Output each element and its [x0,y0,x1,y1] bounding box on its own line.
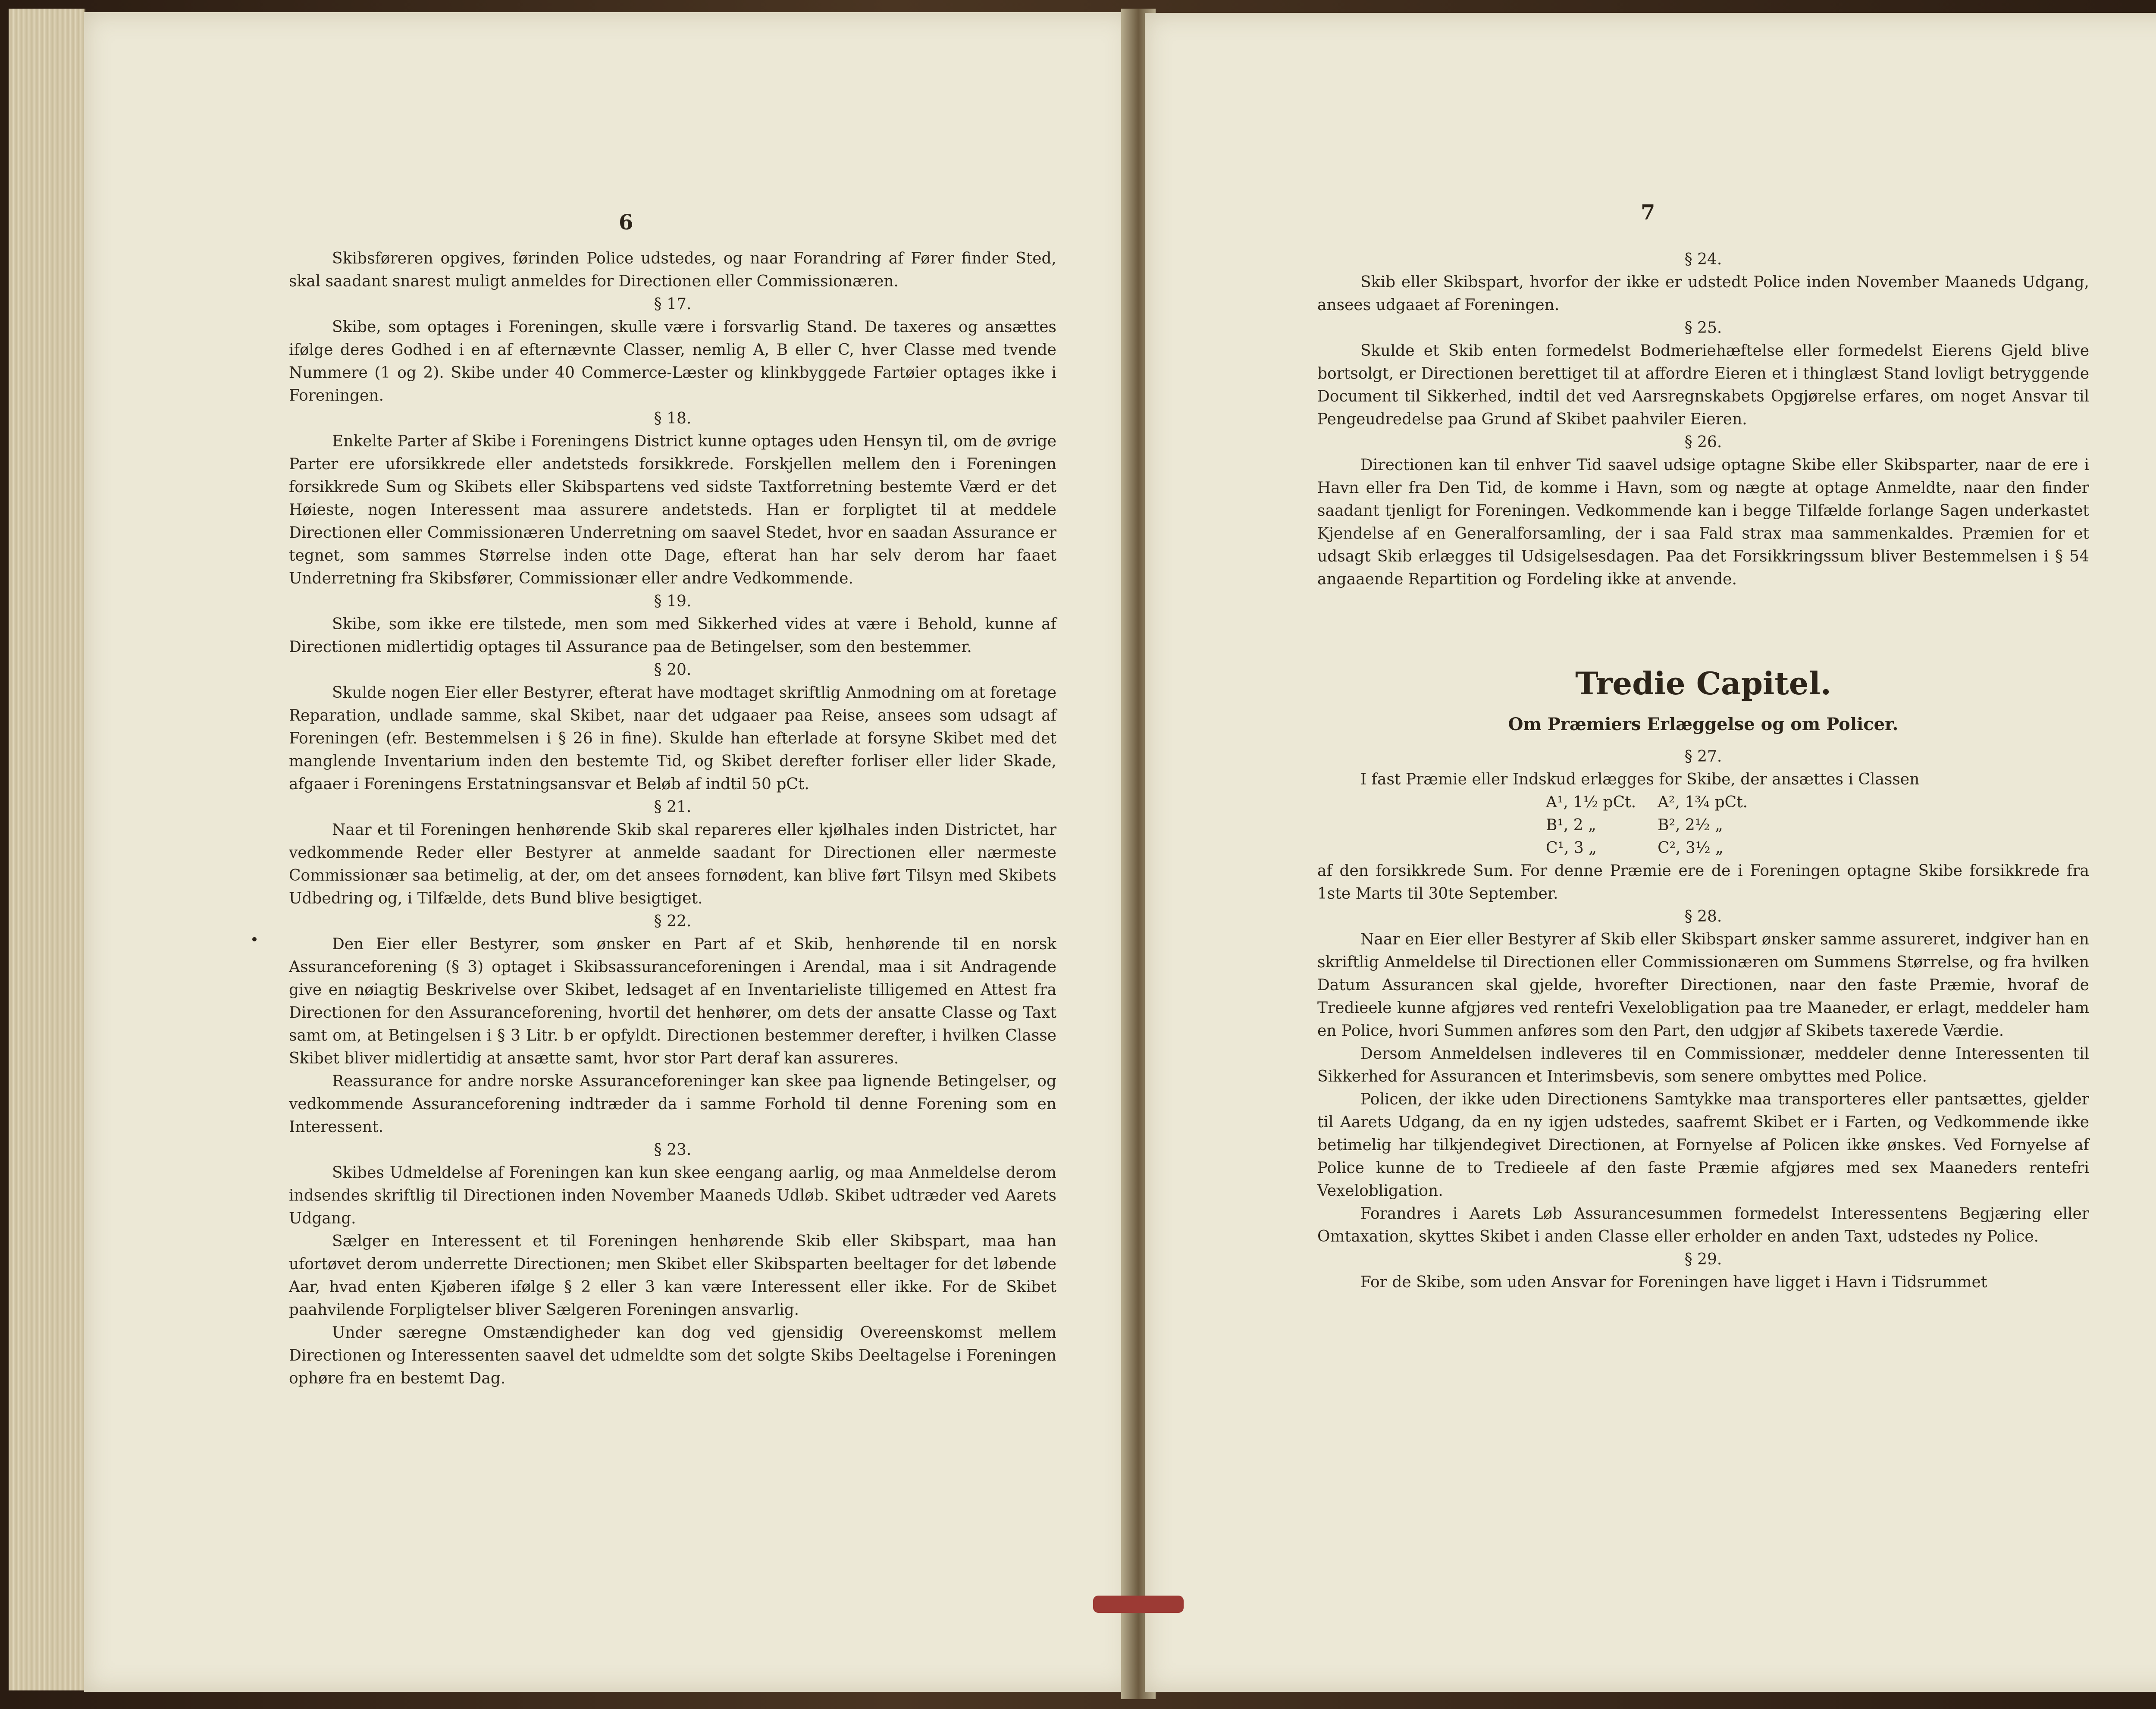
paragraph: Skulde et Skib enten formedelst Bodmeriehæftelse eller formedelst Eierens Gjeld blive bortsolgt, er Directionen berettiget til at affordre Eieren et i thinglæst Stand lovligt betryggende Document til Sikkerhed, indtil det ved Aarsregnskabets Opgjørelse erfares, om noget Ansvar til Pengeudredelse paa Grund af Skibet paahviler Eieren. [1317,342,2089,428]
paragraph: Sælger en Interessent et til Foreningen henhørende Skib eller Skibspart, maa han ufortøvet derom underrette Directionen; men Skibet eller Skibsparten beeltager for det løbende Aar, hvad enten Kjøberen ifølge § 2 eller 3 kan være Interessent eller ikke. For de Skibet paahvilende Forpligtelser bliver Sælgeren Foreningen ansvarlig. [289,1232,1056,1319]
premium-row [1546,814,1769,837]
section-heading: § 28. [1684,908,1722,925]
paragraph: Skibes Udmeldelse af Foreningen kan kun skee eengang aarlig, og maa Anmeldelse derom indsendes skriftlig til Directionen inden November Maaneds Udløb. Skibet udtræder ved Aarets Udgang. [289,1164,1056,1227]
section-heading: § 18. [654,410,692,427]
page-edges [9,9,85,1690]
paragraph: Directionen kan til enhver Tid saavel udsige optagne Skibe eller Skibsparter, naar de ere i Havn eller fra Den Tid, de komme i Havn, som og nægte at optage Anmeldte, naar den finder saadant tjenligt for Foreningen. Vedkommende kan i begge Tilfælde forlange Sagen underkastet Kjendelse af en Generalforsamling, der i saa Fald strax maa sammenkaldes. Præmien for et udsagt Skib erlægges til Udsigelsesdagen. Paa det Forsikkringssum bliver Bestemmelsen i § 54 angaaende Repartition og Fordeling ikke at anvende. [1317,456,2089,588]
section-heading: § 29. [1684,1251,1722,1268]
paragraph: af den forsikkrede Sum. For denne Præmie ere de i Foreningen optagne Skibe forsikkrede fra 1ste Marts til 30te September. [1317,862,2089,903]
left-page-text [289,247,1056,1390]
page-number-right: 7 [1641,201,1655,225]
premium-table [1546,791,1769,859]
section-heading: § 24. [1684,251,1722,268]
chapter-title: Tredie Capitel. [1575,665,1831,702]
paragraph: Under særegne Omstændigheder kan dog ved gjensidig Overeenskomst mellem Directionen og Interessenten saavel det udmeldte som det solgte Skibs Deeltagelse i Foreningen ophøre fra en bestemt Dag. [289,1324,1056,1387]
premium-cell: B², 2½ „ [1658,816,1723,834]
section-heading: § 22. [654,913,692,930]
section-heading: § 19. [654,593,692,610]
premium-cell: C¹, 3 „ [1546,839,1597,857]
chapter-subtitle: Om Præmiers Erlæggelse og om Policer. [1508,714,1899,734]
section-heading: § 21. [654,798,692,816]
paragraph: Den Eier eller Bestyrer, som ønsker en Part af et Skib, henhørende til en norsk Assuranceforening (§ 3) optaget i Skibsassuranceforeningen i Arendal, maa i sit Andragende give en nøiagtig Beskrivelse over Skibet, ledsaget af en Inventarieliste tilligemed en Attest fra Directionen for den Assuranceforening, hvortil det henhører, om dets der ansatte Classe og Taxt samt om, at Betingelsen i § 3 Litr. b er opfyldt. Directionen bestemmer derefter, i hvilken Classe Skibet bliver midlertidig at ansætte samt, hvor stor Part deraf kan assureres. [289,935,1056,1067]
section-heading: § 17. [654,295,692,313]
paragraph: Reassurance for andre norske Assuranceforeninger kan skee paa lignende Betingelser, og vedkommende Assuranceforening indtræder da i samme Forhold til denne Forening som en Interessent. [289,1072,1056,1136]
paragraph: For de Skibe, som uden Ansvar for Foreningen have ligget i Havn i Tidsrummet [1360,1273,1987,1291]
premium-cell: B¹, 2 „ [1546,816,1596,834]
section-heading: § 27. [1684,748,1722,765]
right-sections [1317,248,2089,591]
right-page [1145,13,2156,1692]
paragraph: Skibsføreren opgives, førinden Police udstedes, og naar Forandring af Fører finder Sted, skal saadant snarest muligt anmeldes for Directionen eller Commissionæren. [289,250,1056,290]
paragraph: Dersom Anmeldelsen indleveres til en Commissionær, meddeler denne Interessenten til Sikkerhed for Assurancen et Interimsbevis, som senere ombyttes med Police. [1317,1045,2089,1085]
premium-cell: A², 1¾ pCt. [1658,793,1748,811]
premium-cell: A¹, 1½ pCt. [1546,793,1636,811]
paragraph: Skibe, som optages i Foreningen, skulle være i forsvarlig Stand. De taxeres og ansættes ifølge deres Godhed i en af efternævnte Classer, nemlig A, B eller C, hver Classe med tvende Nummere (1 og 2). Skibe under 40 Commerce-Læster og klinkbyggede Fartøier optages ikke i Foreningen. [289,318,1056,405]
paragraph: Naar et til Foreningen henhørende Skib skal repareres eller kjølhales inden Districtet, har vedkommende Reder eller Bestyrer at anmelde saadant for Directionen eller nærmeste Commissionær saa betimelig, at der, om det ansees fornødent, kan blive ført Tilsyn med Skibets Udbedring og, i Tilfælde, dets Bund blive besigtiget. [289,821,1056,907]
right-page-text [1317,248,2089,1294]
premium-row [1546,837,1769,859]
paragraph: Policen, der ikke uden Directionens Samtykke maa transporteres eller pantsættes, gjelder til Aarets Udgang, da en ny igjen udstedes, saafremt Skibet er i Farten, og Vedkommende ikke betimelig har tilkjendegivet Directionen, at Fornyelse af Policen ikke ønskes. Ved Fornyelse af Police kunne de to Tredieele af den faste Præmie afgjøres med sex Maaneders rentefri Vexelobligation. [1317,1091,2089,1200]
paragraph: Skulde nogen Eier eller Bestyrer, efterat have modtaget skriftlig Anmodning om at foretage Reparation, undlade samme, skal Skibet, naar det udgaaer paa Reise, ansees som udsagt af Foreningen (efr. Bestemmelsen i § 26 in fine). Skulde han efterlade at forsyne Skibet med det manglende Inventarium inden den bestemte Tid, og Skibet derefter forliser eller lider Skade, afgaaer i Foreningens Erstatningsansvar et Beløb af indtil 50 pCt. [289,684,1056,793]
paragraph: I fast Præmie eller Indskud erlægges for Skibe, der ansættes i Classen [1360,771,1920,788]
paragraph: Skib eller Skibspart, hvorfor der ikke er udstedt Police inden November Maaneds Udgang, ansees udgaaet af Foreningen. [1317,273,2089,314]
section-heading: § 23. [654,1141,692,1159]
premium-cell: C², 3½ „ [1658,839,1724,857]
premium-row [1546,791,1769,814]
section-heading: § 26. [1684,433,1722,451]
section-heading: § 20. [654,661,692,679]
bookmark-ribbon [1093,1596,1184,1613]
paragraph: Naar en Eier eller Bestyrer af Skib eller Skibspart ønsker samme assureret, indgiver han en skriftlig Anmeldelse til Directionen eller Commissionæren om Summens Størrelse, og fra hvilken Datum Assurancen skal gjelde, hvorefter Directionen, naar den faste Præmie, hvoraf de Tredieele kunne afgjøres ved rentefri Vexelobligation paa tre Maaneder, er erlagt, meddeler ham en Police, hvori Summen anføres som den Part, den udgjør af Skibets taxerede Værdie. [1317,931,2089,1040]
right-sections-2 [1317,905,2089,1294]
paragraph: Enkelte Parter af Skibe i Foreningens District kunne optages uden Hensyn til, om de øvrige Parter ere uforsikkrede eller andetsteds forsikkrede. Forskjellen mellem den i Foreningen forsikkrede Sum og Skibets eller Skibspartens ved sidste Taxtforretning bestemte Værd er det Høieste, nogen Interessent maa assurere andetsteds. Han er forpligtet til at meddele Directionen eller Commissionæren Underretning om saavel Stedet, hvor en saadan Assurance er tegnet, som sammes Størrelse inden otte Dage, efterat han har selv derom har faaet Underretning fra Skibsfører, Commissionær eller andre Vedkommende. [289,433,1056,587]
page-number-left: 6 [619,210,633,235]
paragraph: Forandres i Aarets Løb Assurancesummen formedelst Interessentens Begjæring eller Omtaxation, skyttes Skibet i anden Classe eller erholder en anden Taxt, udstedes ny Police. [1317,1205,2089,1245]
section-heading: § 25. [1684,319,1722,337]
left-page [84,12,1132,1692]
ink-dot [252,937,257,941]
paragraph: Skibe, som ikke ere tilstede, men som med Sikkerhed vides at være i Behold, kunne af Directionen midlertidig optages til Assurance paa de Betingelser, som den bestemmer. [289,615,1056,656]
